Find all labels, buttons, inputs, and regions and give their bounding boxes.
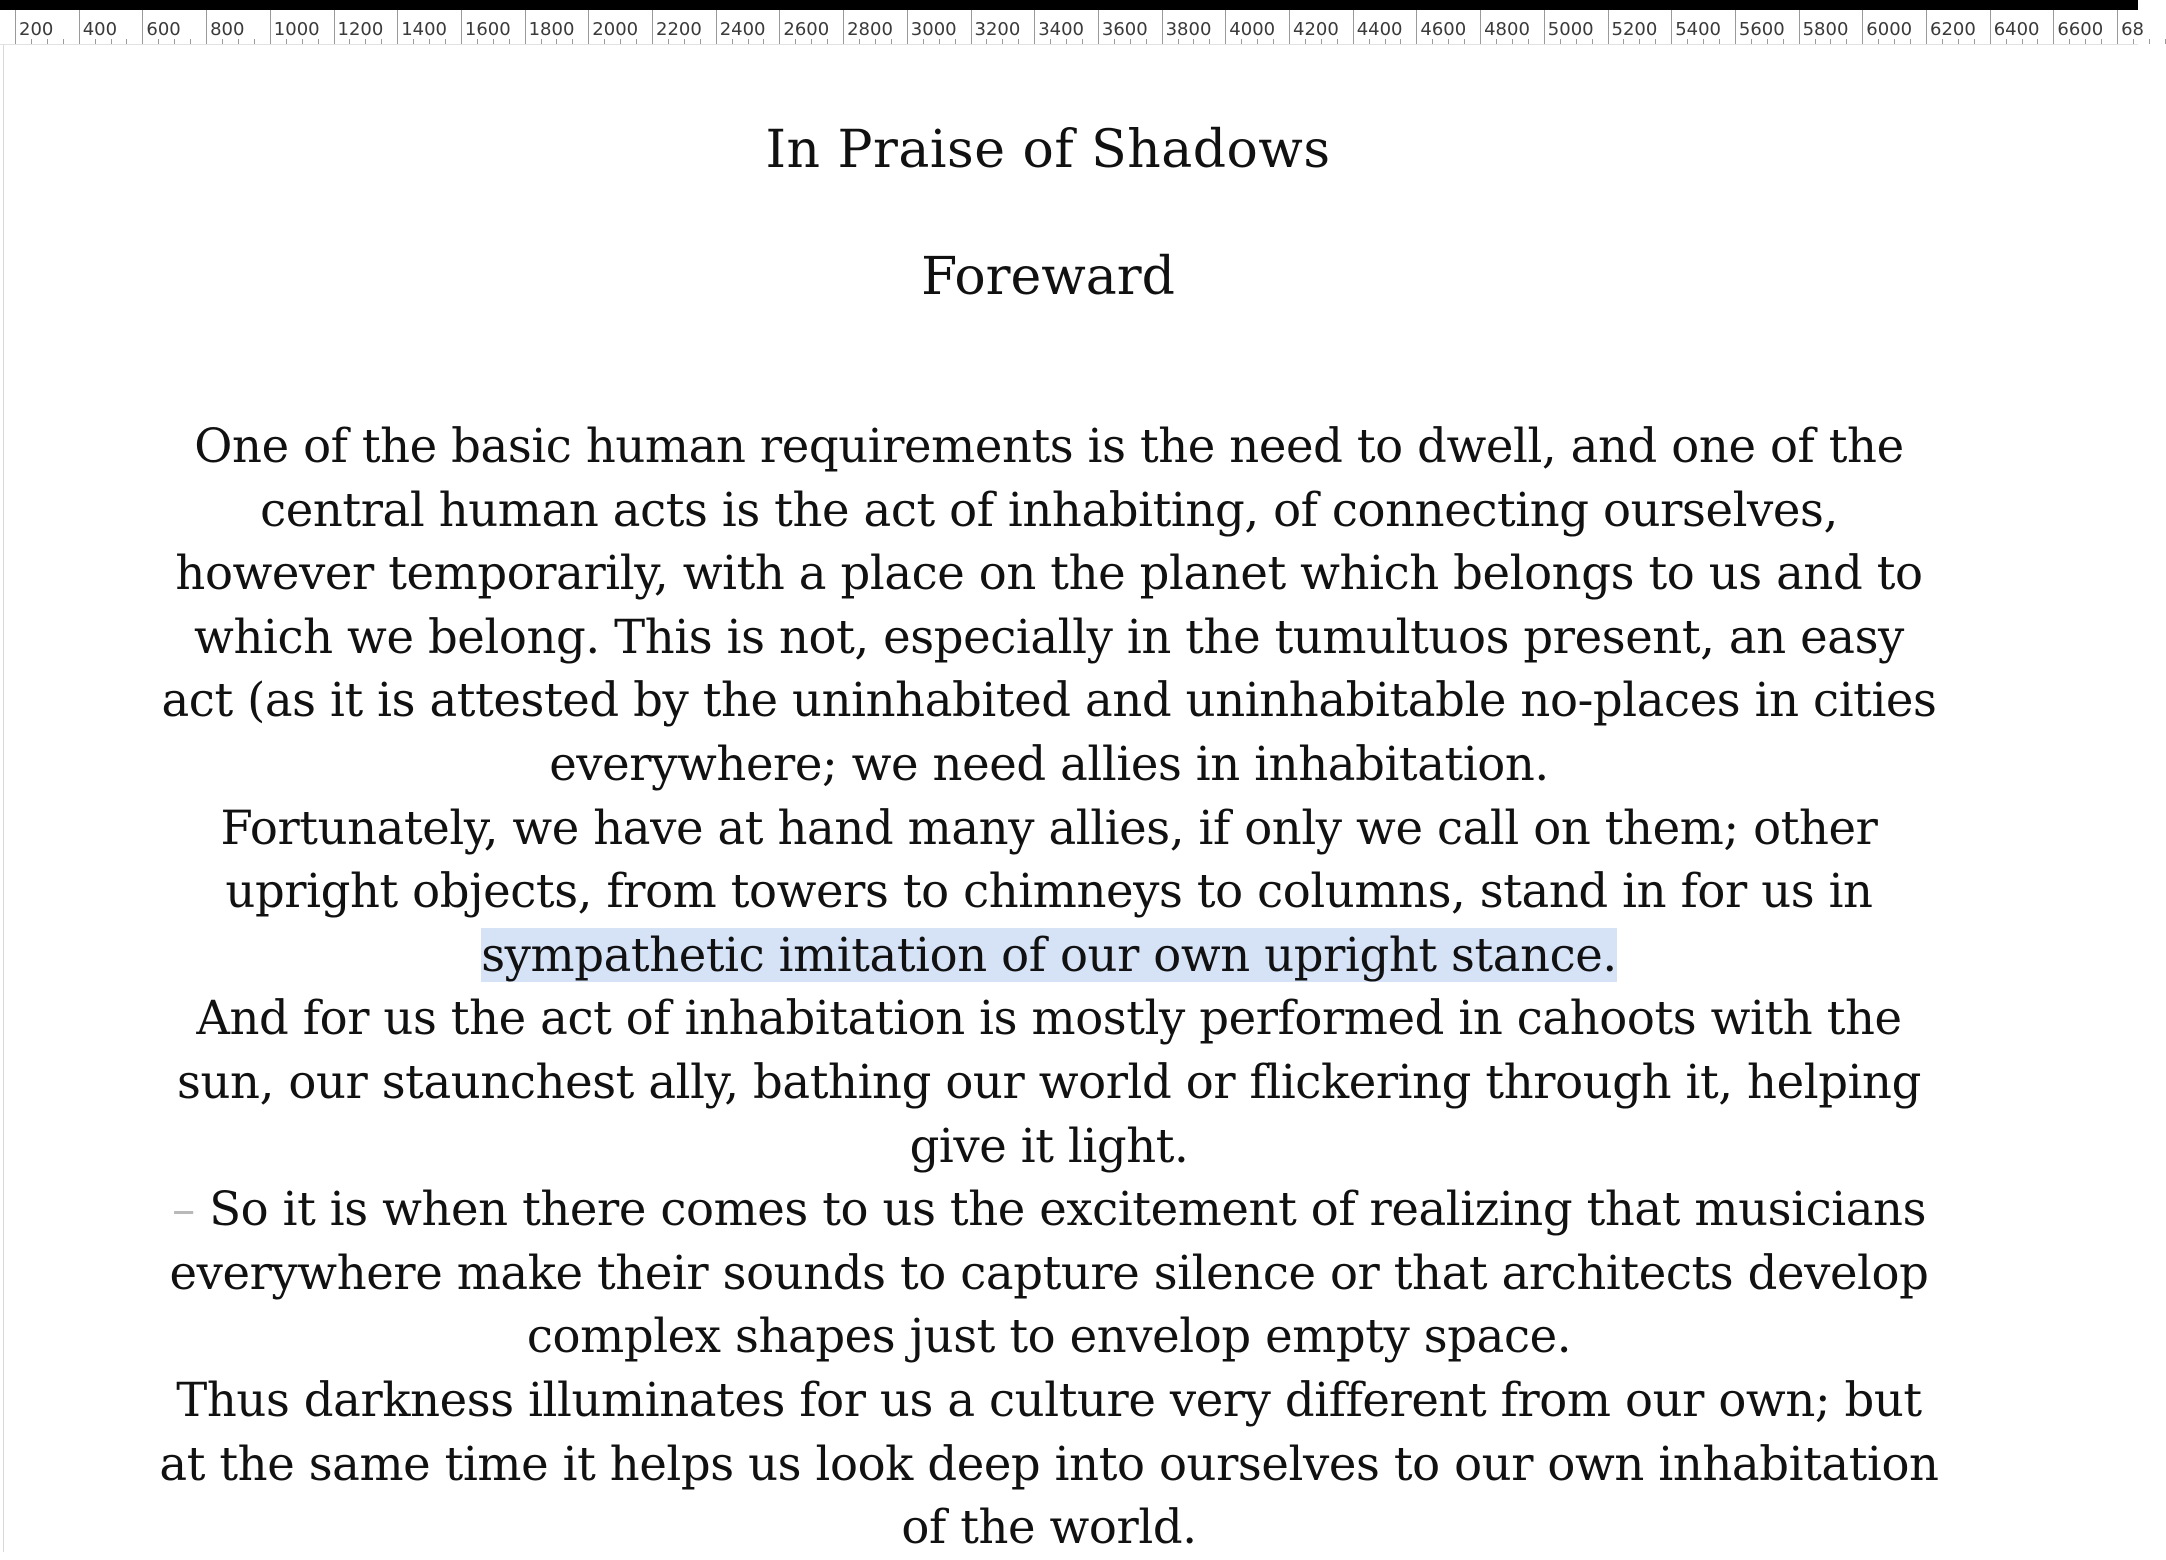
ruler-minor-tick <box>1369 39 1370 44</box>
ruler-minor-tick <box>2101 39 2102 44</box>
document-body[interactable] <box>159 415 1939 1560</box>
ruler-minor-tick <box>477 39 478 44</box>
ruler-tick <box>1162 10 1212 44</box>
ruler-minor-tick <box>668 39 669 44</box>
ruler-minor-tick <box>1257 39 1258 44</box>
ruler-tick <box>652 10 702 44</box>
ruler-minor-tick <box>1623 39 1624 44</box>
ruler-minor-tick <box>986 39 987 44</box>
ruler-minor-tick <box>1846 39 1847 44</box>
paragraph-4-text[interactable]: So it is when there comes to us the excitement of realizing that musicians everywhere make their sounds to capture silence or that architects develop complex shapes just to envelop empty space. <box>169 1182 1929 1364</box>
ruler-tick-label: 3400 <box>1038 19 1084 40</box>
ruler-tick <box>1735 10 1785 44</box>
ruler-minor-tick <box>238 39 239 44</box>
ruler-minor-tick <box>2085 39 2086 44</box>
ruler-minor-tick <box>95 39 96 44</box>
ruler-minor-tick <box>190 39 191 44</box>
ruler-minor-tick <box>445 39 446 44</box>
ruler-tick-label: 6400 <box>1993 19 2040 40</box>
ruler-tick-label: 2600 <box>783 19 830 40</box>
ruler-tick-label: 1800 <box>528 19 575 40</box>
ruler-minor-tick <box>1193 39 1194 44</box>
ruler-tick-label: 2800 <box>847 19 893 40</box>
ruler-minor-tick <box>732 39 733 44</box>
ruler-tick <box>1608 10 1658 44</box>
ruler-minor-tick <box>875 39 876 44</box>
paragraph-2[interactable] <box>159 797 1939 988</box>
ruler-tick-label: 4400 <box>1356 19 1403 40</box>
ruler-minor-tick <box>955 39 956 44</box>
ruler-tick <box>1480 10 1530 44</box>
ruler-minor-tick <box>1767 39 1768 44</box>
ruler-minor-tick <box>827 39 828 44</box>
ruler-minor-tick <box>1337 39 1338 44</box>
ruler-minor-tick <box>700 39 701 44</box>
ruler-minor-tick <box>254 39 255 44</box>
ruler-tick <box>2053 10 2104 44</box>
ruler-tick <box>15 10 54 44</box>
ruler-minor-tick <box>349 39 350 44</box>
ruler-tick <box>1416 10 1467 44</box>
ruler-tick-label: 3800 <box>1165 19 1212 40</box>
document-page[interactable] <box>3 45 2137 1555</box>
ruler-tick <box>1990 10 2040 44</box>
ruler-tick <box>397 10 447 44</box>
ruler-tick-label: 6600 <box>2057 19 2104 40</box>
ruler-minor-tick <box>1703 39 1704 44</box>
ruler-minor-tick <box>1209 39 1210 44</box>
ruler-minor-tick <box>2133 39 2134 44</box>
ruler-minor-tick <box>684 39 685 44</box>
ruler-tick <box>334 10 384 44</box>
ruler-tick <box>1671 10 1721 44</box>
ruler-minor-tick <box>1241 39 1242 44</box>
ruler-tick-label: 6200 <box>1930 19 1976 40</box>
ruler-minor-tick <box>1066 39 1067 44</box>
ruler-tick-label: 5400 <box>1675 19 1721 40</box>
ruler-minor-tick <box>1496 39 1497 44</box>
ruler-tick <box>1289 10 1339 44</box>
ruler-minor-tick <box>891 39 892 44</box>
ruler-minor-tick <box>286 39 287 44</box>
ruler-minor-tick <box>939 39 940 44</box>
document-title[interactable]: In Praise of Shadows <box>765 120 1331 180</box>
ruler-minor-tick <box>1114 39 1115 44</box>
ruler-tick <box>79 10 118 44</box>
ruler-tick-label: 5200 <box>1611 19 1658 40</box>
ruler-tick <box>907 10 957 44</box>
ruler-tick <box>1862 10 1913 44</box>
ruler-tick <box>1034 10 1084 44</box>
ruler-tick <box>206 10 245 44</box>
ruler-tick-label: 2400 <box>719 19 766 40</box>
ruler-tick <box>142 10 181 44</box>
ruler-minor-tick <box>1464 39 1465 44</box>
paragraph-4-dash: – <box>171 1182 195 1237</box>
ruler-tick-label: 5600 <box>1738 19 1785 40</box>
ruler-tick-label: 600 <box>146 19 181 40</box>
ruler-minor-tick <box>1432 39 1433 44</box>
ruler-minor-tick <box>1512 39 1513 44</box>
ruler-minor-tick <box>63 39 64 44</box>
ruler-tick <box>461 10 511 44</box>
ruler-minor-tick <box>1002 39 1003 44</box>
ruler-minor-tick <box>2149 39 2150 44</box>
ruler-minor-tick <box>1178 39 1179 44</box>
ruler-tick <box>1225 10 1276 44</box>
ruler-tick-label: 3600 <box>1101 19 1148 40</box>
ruler-minor-tick <box>1385 39 1386 44</box>
ruler-tick <box>1799 10 1849 44</box>
paragraph-5[interactable]: Thus darkness illuminates for us a culture very different from our own; but at the same time it helps us look deep into ourselves to our own inhabitation of the world. <box>159 1372 1939 1555</box>
ruler-minor-tick <box>1783 39 1784 44</box>
ruler-minor-tick <box>1273 39 1274 44</box>
ruler-minor-tick <box>1400 39 1401 44</box>
ruler-minor-tick <box>222 39 223 44</box>
ruler-minor-tick <box>365 39 366 44</box>
ruler-minor-tick <box>111 39 112 44</box>
ruler-tick <box>1098 10 1148 44</box>
paragraph-3[interactable]: And for us the act of inhabitation is mostly performed in cahoots with the sun, our staunchest ally, bathing our world or flickering through it, helping give it light. <box>177 991 1921 1173</box>
ruler-tick-label: 68 <box>2121 19 2144 40</box>
ruler-minor-tick <box>1942 39 1943 44</box>
ruler-minor-tick <box>620 39 621 44</box>
ruler-minor-tick <box>1719 39 1720 44</box>
ruler-minor-tick <box>859 39 860 44</box>
ruler-tick-label: 4000 <box>1229 19 1276 40</box>
horizontal-ruler[interactable] <box>0 10 2144 45</box>
ruler-minor-tick <box>923 39 924 44</box>
ruler-tick <box>525 10 575 44</box>
ruler-minor-tick <box>1576 39 1577 44</box>
ruler-tick-label: 3200 <box>974 19 1021 40</box>
ruler-tick <box>588 10 639 44</box>
ruler-tick <box>971 10 1021 44</box>
ruler-minor-tick <box>2022 39 2023 44</box>
ruler-minor-tick <box>556 39 557 44</box>
ruler-minor-tick <box>302 39 303 44</box>
ruler-minor-tick <box>318 39 319 44</box>
ruler-tick-label: 400 <box>82 19 118 40</box>
ruler-minor-tick <box>1655 39 1656 44</box>
window-top-border <box>0 0 2138 10</box>
ruler-tick-label: 2200 <box>656 19 702 40</box>
ruler-minor-tick <box>1592 39 1593 44</box>
ruler-minor-tick <box>1894 39 1895 44</box>
ruler-tick-label: 1600 <box>464 19 511 40</box>
paragraph-1[interactable]: One of the basic human requirements is the need to dwell, and one of the central human acts is the act of inhabiting, of connecting ourselves, however temporarily, with a place on the planet which belongs to us and to which we belong. This is not, especially in the tumultuos present, an easy act (as it is attested by the uninhabited and uninhabitable no-places in cities everywhere; we need allies in inhabitation. <box>161 419 1937 791</box>
ruler-minor-tick <box>174 39 175 44</box>
ruler-tick-label: 1000 <box>273 19 320 40</box>
ruler-minor-tick <box>1974 39 1975 44</box>
ruler-tick <box>779 10 830 44</box>
ruler-minor-tick <box>1321 39 1322 44</box>
ruler-minor-tick <box>1878 39 1879 44</box>
ruler-minor-tick <box>541 39 542 44</box>
ruler-tick <box>716 10 766 44</box>
ruler-minor-tick <box>1560 39 1561 44</box>
ruler-tick <box>1353 10 1403 44</box>
ruler-tick-label: 1200 <box>337 19 384 40</box>
ruler-minor-tick <box>1018 39 1019 44</box>
ruler-minor-tick <box>636 39 637 44</box>
ruler-minor-tick <box>126 39 127 44</box>
ruler-tick-label: 4600 <box>1420 19 1467 40</box>
ruler-minor-tick <box>1146 39 1147 44</box>
ruler-minor-tick <box>1448 39 1449 44</box>
ruler-minor-tick <box>1830 39 1831 44</box>
ruler-tick-label: 2000 <box>592 19 639 40</box>
ruler-tick <box>1926 10 1976 44</box>
ruler-tick-label: 6000 <box>1866 19 1913 40</box>
ruler-minor-tick <box>1639 39 1640 44</box>
ruler-minor-tick <box>1130 39 1131 44</box>
ruler-tick-label: 200 <box>19 19 54 40</box>
ruler-tick-label: 1400 <box>401 19 447 40</box>
ruler-minor-tick <box>1082 39 1083 44</box>
ruler-tick <box>270 10 320 44</box>
ruler-minor-tick <box>572 39 573 44</box>
ruler-minor-tick <box>748 39 749 44</box>
ruler-minor-tick <box>493 39 494 44</box>
ruler-tick-label: 4200 <box>1293 19 1339 40</box>
ruler-minor-tick <box>1050 39 1051 44</box>
ruler-minor-tick <box>47 39 48 44</box>
ruler-minor-tick <box>811 39 812 44</box>
selected-text[interactable]: sympathetic imitation of our own upright stance. <box>481 927 1617 982</box>
ruler-minor-tick <box>604 39 605 44</box>
ruler-minor-tick <box>1751 39 1752 44</box>
document-subtitle[interactable]: Foreward <box>921 247 1175 307</box>
ruler-tick <box>843 10 893 44</box>
ruler-minor-tick <box>1305 39 1306 44</box>
ruler-minor-tick <box>31 39 32 44</box>
ruler-tick-label: 5000 <box>1547 19 1594 40</box>
ruler-minor-tick <box>509 39 510 44</box>
ruler-minor-tick <box>381 39 382 44</box>
ruler-minor-tick <box>158 39 159 44</box>
ruler-minor-tick <box>2037 39 2038 44</box>
ruler-tick-label: 4800 <box>1484 19 1530 40</box>
ruler-minor-tick <box>1687 39 1688 44</box>
ruler-minor-tick <box>795 39 796 44</box>
ruler-tick <box>2117 10 2144 44</box>
ruler-minor-tick <box>429 39 430 44</box>
paragraph-2-text[interactable]: Fortunately, we have at hand many allies, if only we call on them; other upright objects, from towers to chimneys to columns, stand in for us in <box>220 800 1878 919</box>
ruler-minor-tick <box>763 39 764 44</box>
ruler-minor-tick <box>1528 39 1529 44</box>
paragraph-4[interactable] <box>159 1178 1939 1369</box>
ruler-minor-tick <box>413 39 414 44</box>
ruler-minor-tick <box>2006 39 2007 44</box>
ruler-tick-label: 5800 <box>1802 19 1849 40</box>
ruler-minor-tick <box>1815 39 1816 44</box>
ruler-minor-tick <box>2069 39 2070 44</box>
ruler-tick-label: 3000 <box>910 19 957 40</box>
ruler-tick-label: 800 <box>210 19 245 40</box>
ruler-minor-tick <box>1910 39 1911 44</box>
ruler-tick <box>1544 10 1594 44</box>
ruler-minor-tick <box>1958 39 1959 44</box>
